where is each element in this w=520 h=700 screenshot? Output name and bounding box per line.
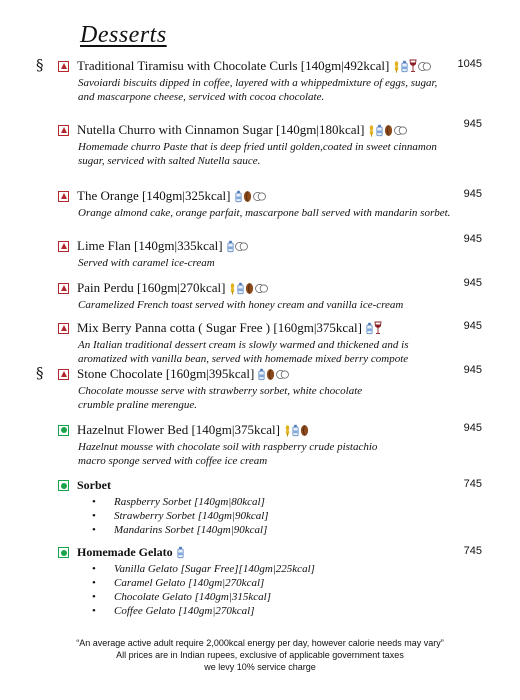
egg-icon [418,61,431,72]
milk-icon [235,190,242,203]
item-name: Stone Chocolate [160gm|395kcal] [77,366,255,381]
sorbet-list [114,495,458,537]
veg-icon [58,547,69,558]
nut-icon [384,124,393,137]
egg-icon [394,125,407,136]
menu-item [58,422,458,468]
egg-icon [276,369,289,380]
item-price: 745 [463,545,482,557]
item-price: 945 [463,233,482,245]
egg-icon [255,283,268,294]
item-description: Hazelnut mousse with chocolate soil with raspberry crude pistachio macro sponge served with coffee ice cream [78,441,378,467]
menu-item [58,280,458,312]
list-item: • Mandarins Sorbet [140gm|90kcal] [114,523,458,537]
egg-icon [235,241,248,252]
menu-item [58,238,458,270]
non-veg-icon [58,323,69,334]
allergen-icons [284,424,309,437]
list-item: • Raspberry Sorbet [140gm|80kcal] [114,495,458,509]
chef-special-icon: § [36,56,44,74]
allergen-icons [229,282,268,295]
item-description: Homemade churro Paste that is deep fried until golden,coated in sweet cinnamon sugar, serviced with salted Nutella sauce. [78,141,437,167]
allergen-icons [368,124,407,137]
item-description: Served with caramel ice-cream [78,257,215,269]
gelato-list [114,562,458,618]
item-description: Savoiardi biscuits dipped in coffee, layered with a whippedmixture of eggs, sugar, and mascarpone cheese, serviced with cocoa chocolate. [78,77,438,103]
item-name: Traditional Tiramisu with Chocolate Curls [140gm|492kcal] [77,58,390,73]
list-item: • Strawberry Sorbet [140gm|90kcal] [114,509,458,523]
egg-icon [253,191,266,202]
item-name: Lime Flan [140gm|335kcal] [77,238,223,253]
allergen-icons [366,321,382,335]
veg-icon [58,480,69,491]
milk-icon [366,322,373,335]
allergen-icons [177,546,184,559]
item-description: Caramelized French toast served with honey cream and vanilla ice-cream [78,299,404,311]
item-name: Nutella Churro with Cinnamon Sugar [140gm|180kcal] [77,122,365,137]
item-price: 945 [463,364,482,376]
item-price: 945 [463,277,482,289]
chef-special-icon: § [36,364,44,382]
non-veg-icon [58,191,69,202]
non-veg-icon [58,61,69,72]
gelato-section [58,545,458,618]
veg-icon [58,425,69,436]
list-item: • Chocolate Gelato [140gm|315kcal] [114,590,458,604]
nut-icon [266,368,275,381]
nut-icon [245,282,254,295]
menu-item [58,188,458,220]
item-price: 1045 [457,58,482,70]
item-price: 945 [463,320,482,332]
wheat-icon [393,60,400,73]
nut-icon [300,424,309,437]
wheat-icon [368,124,375,137]
item-name: The Orange [140gm|325kcal] [77,188,231,203]
milk-icon [401,60,408,73]
section-name: Homemade Gelato [77,545,173,559]
item-name: Pain Perdu [160gm|270kcal] [77,280,226,295]
list-item: • Caramel Gelato [140gm|270kcal] [114,576,458,590]
non-veg-icon [58,283,69,294]
footer [0,637,520,673]
milk-icon [376,124,383,137]
item-price: 945 [463,422,482,434]
footer-price-note: All prices are in Indian rupees, exclusive of applicable government taxes [116,650,404,660]
wheat-icon [284,424,291,437]
list-item: • Vanilla Gelato [Sugar Free][140gm|225kcal] [114,562,458,576]
milk-icon [227,240,234,253]
sorbet-section [58,478,458,537]
milk-icon [237,282,244,295]
list-item: • Coffee Gelato [140gm|270kcal] [114,604,458,618]
milk-icon [258,368,265,381]
milk-icon [177,546,184,559]
allergen-icons [227,240,248,253]
menu-item [58,366,458,412]
section-name: Sorbet [77,478,111,492]
non-veg-icon [58,241,69,252]
item-price: 945 [463,188,482,200]
menu-item [58,122,458,168]
wine-icon [409,59,417,73]
wine-icon [374,321,382,335]
item-description: An Italian traditional dessert cream is slowly warmed and thickened and is aromatized with vanilla bean, served with homemade mixed berry compote [78,339,409,365]
allergen-icons [235,190,266,203]
item-description: Orange almond cake, orange parfait, mascarpone ball served with mandarin sorbet. [78,207,451,219]
allergen-icons [393,59,431,73]
nut-icon [243,190,252,203]
footer-calorie-note: “An average active adult require 2,000kcal energy per day, however calorie needs may vary” [76,638,444,648]
menu-item [58,58,458,104]
item-price: 945 [463,118,482,130]
non-veg-icon [58,125,69,136]
wheat-icon [229,282,236,295]
footer-service-charge: we levy 10% service charge [204,662,316,672]
menu-item [58,320,458,366]
milk-icon [292,424,299,437]
page-title: Desserts [80,22,167,48]
item-price: 745 [463,478,482,490]
item-name: Mix Berry Panna cotta ( Sugar Free ) [160gm|375kcal] [77,320,362,335]
allergen-icons [258,368,289,381]
item-name: Hazelnut Flower Bed [140gm|375kcal] [77,422,280,437]
non-veg-icon [58,369,69,380]
item-description: Chocolate mousse serve with strawberry sorbet, white chocolate crumble praline merengue. [78,385,363,411]
